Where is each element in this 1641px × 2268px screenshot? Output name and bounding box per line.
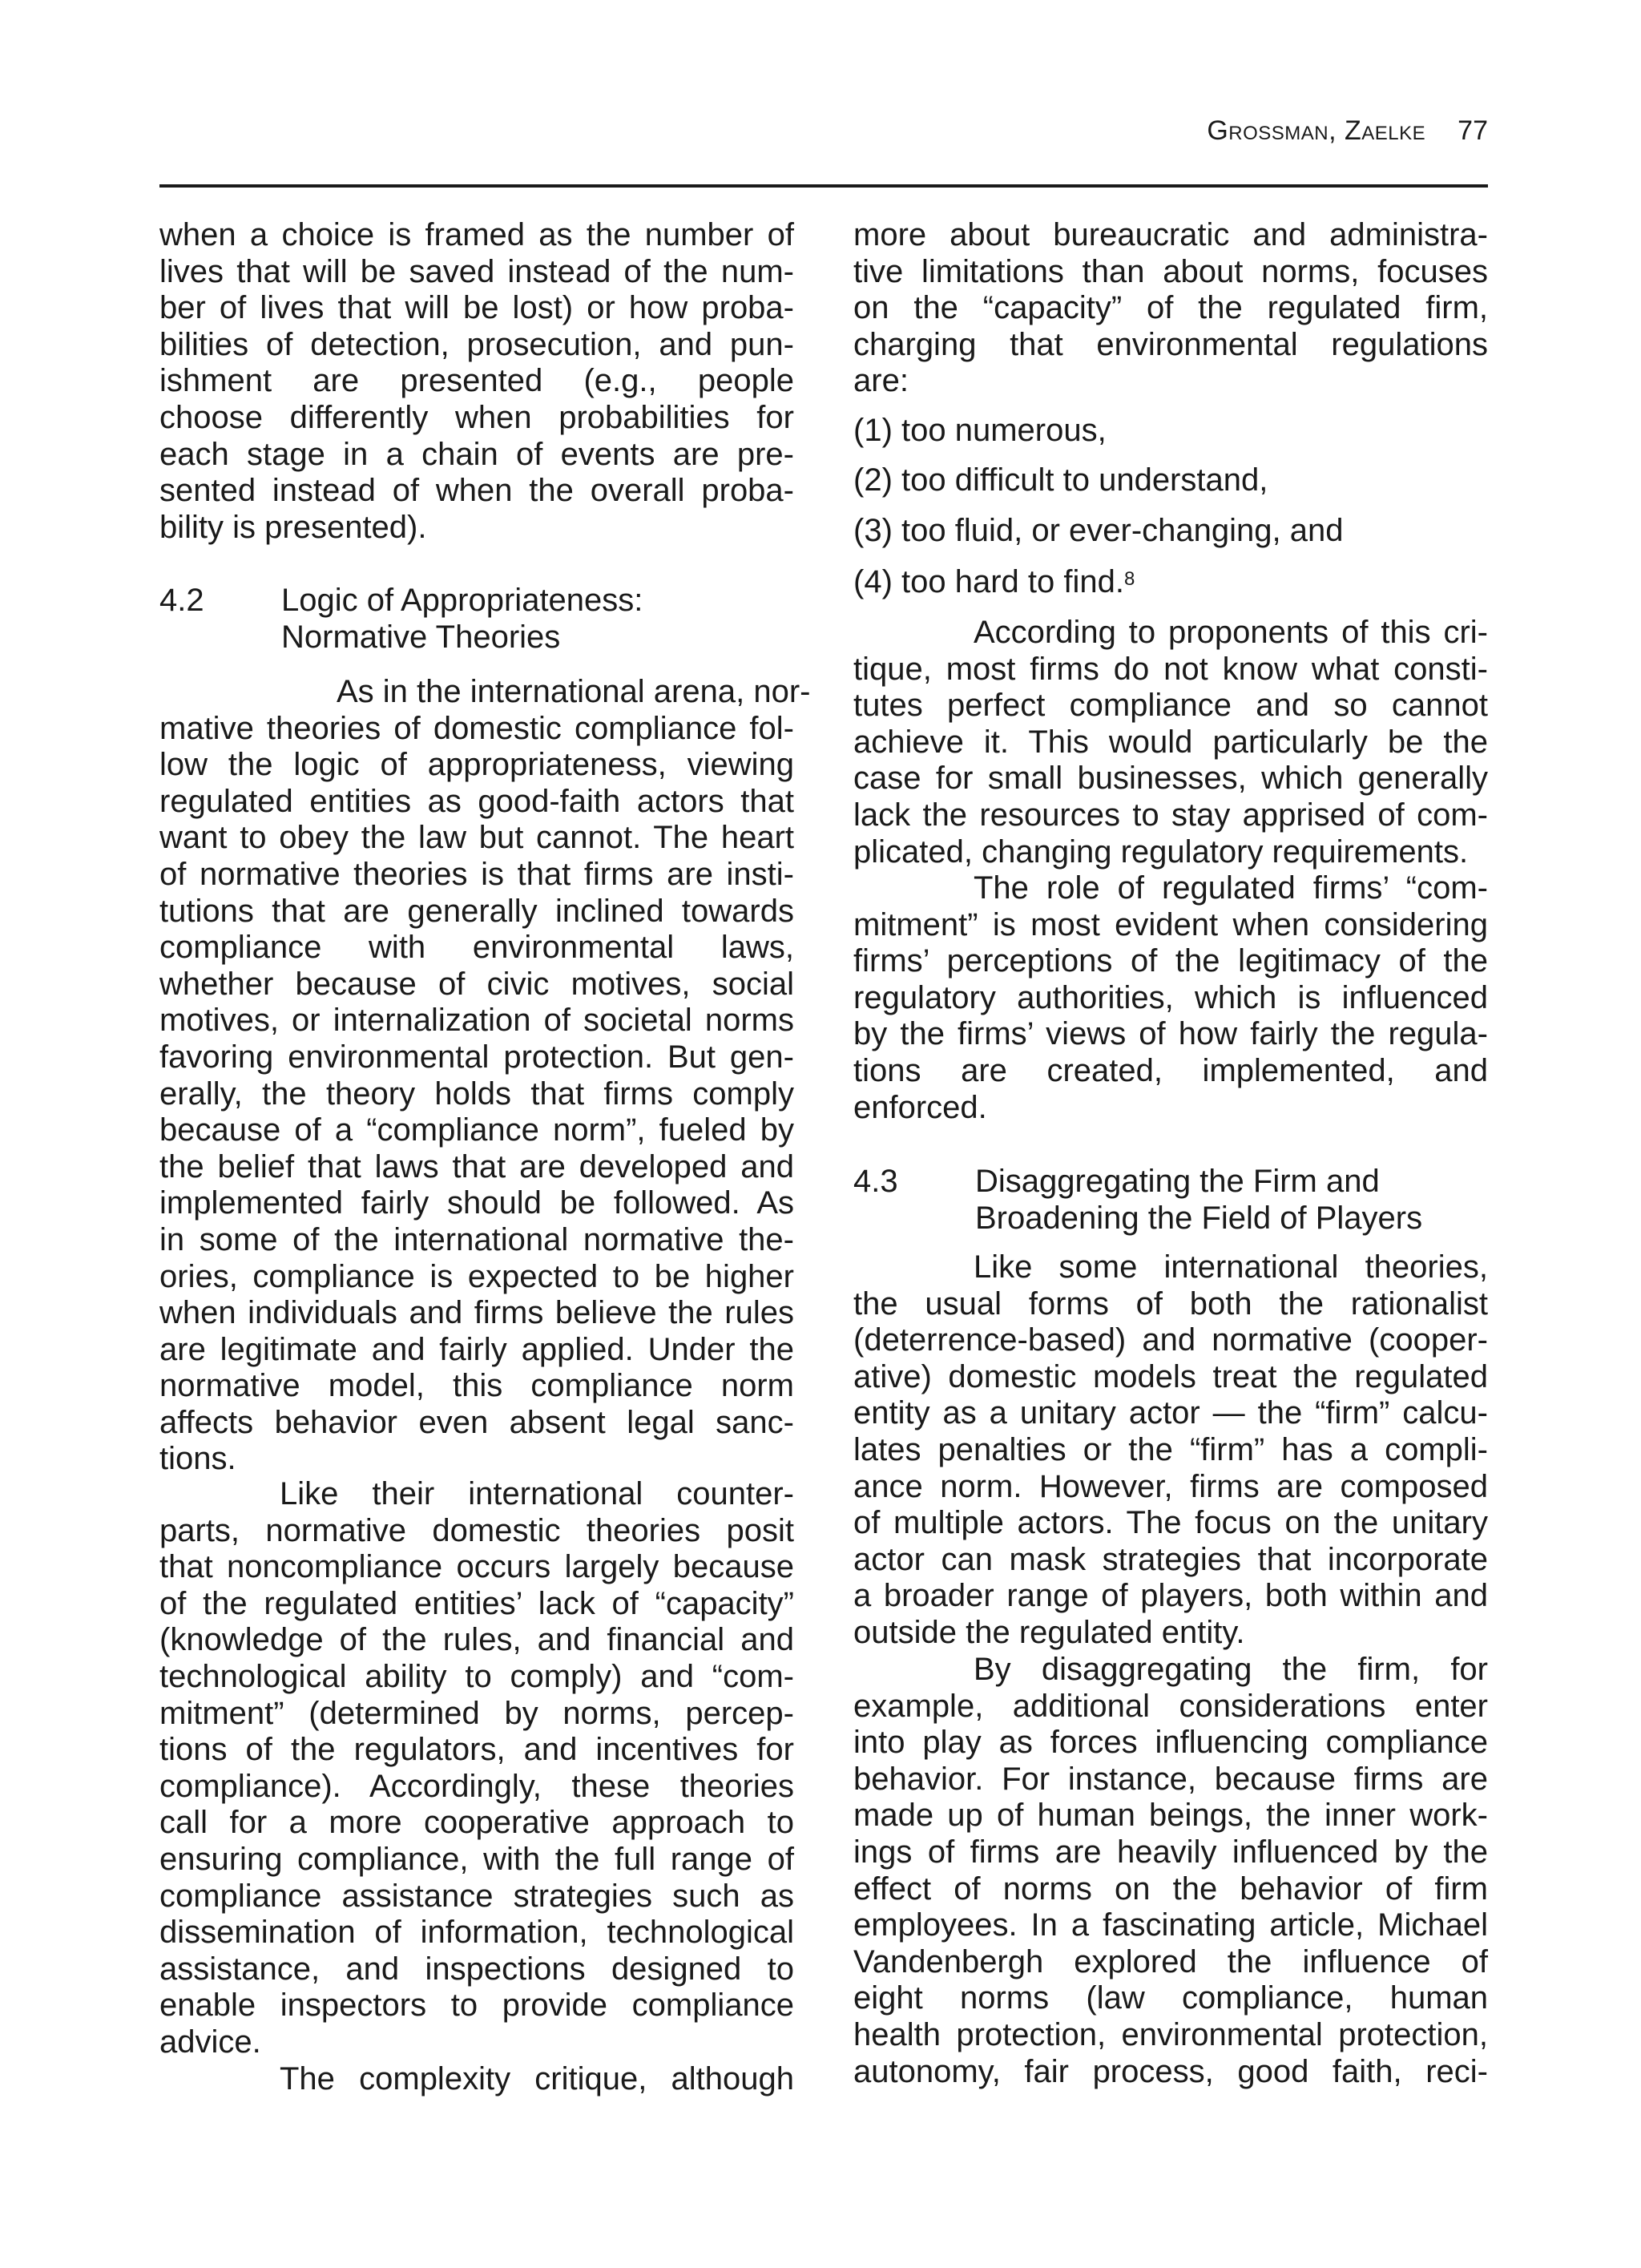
text-line: Like some international theories, <box>974 1249 1488 1285</box>
text-line: plicated, changing regulatory requirements. <box>853 833 1469 870</box>
text-line: bility is presented). <box>159 509 427 545</box>
paragraph <box>159 1476 794 2061</box>
text-line: According to proponents of this cri- <box>974 615 1488 650</box>
text-line: normative model, this compliance norm <box>159 1368 794 1404</box>
text-line: bilities of detection, prosecution, and pun- <box>159 326 794 362</box>
text-line: on the “capacity” of the regulated firm, <box>853 290 1488 326</box>
text-line: choose differently when probabilities for <box>159 399 794 435</box>
text-line: tive limitations than about norms, focuses <box>853 253 1488 289</box>
text-line: of the regulated entities’ lack of “capacity” <box>159 1585 794 1621</box>
text-line: enable inspectors to provide compliance <box>159 1988 794 2024</box>
paragraph <box>853 1249 1488 1652</box>
paragraph <box>853 615 1488 870</box>
paragraph <box>853 1652 1488 2090</box>
paragraph <box>159 217 794 546</box>
text-line: are: <box>853 363 909 399</box>
text-line: By disaggregating the firm, for <box>974 1652 1488 1687</box>
text-line: sented instead of when the overall proba- <box>159 473 794 509</box>
text-line: ings of firms are heavily influenced by the <box>853 1834 1488 1870</box>
text-line: ative) domestic models treat the regulated <box>853 1358 1488 1394</box>
text-line: affects behavior even absent legal sanc- <box>159 1404 794 1440</box>
text-line: into play as forces influencing compliance <box>853 1725 1488 1761</box>
list-item <box>853 462 1268 499</box>
text-line: effect of norms on the behavior of firm <box>853 1870 1488 1907</box>
text-line: (knowledge of the rules, and financial and <box>159 1622 794 1658</box>
paragraph <box>853 870 1488 1126</box>
text-line: actor can mask strategies that incorporate <box>853 1541 1488 1577</box>
text-line: regulated entities as good-faith actors that <box>159 783 794 819</box>
text-line: erally, the theory holds that firms comply <box>159 1075 794 1112</box>
text-line: lates penalties or the “firm” has a compli- <box>853 1431 1488 1467</box>
text-line: achieve it. This would particularly be the <box>853 724 1488 760</box>
text-line: ishment are presented (e.g., people <box>159 363 794 399</box>
text-line: assistance, and inspections designed to <box>159 1951 794 1987</box>
text-line: behavior. For instance, because firms are <box>853 1761 1488 1797</box>
text-line: mitment” (determined by norms, percep- <box>159 1695 794 1731</box>
running-head <box>1207 115 1488 147</box>
text-line: call for a more cooperative approach to <box>159 1805 794 1841</box>
text-line: tions of the regulators, and incentives for <box>159 1732 794 1768</box>
section-title: Broadening the Field of Players <box>975 1200 1423 1236</box>
text-line: The role of regulated firms’ “com- <box>974 870 1488 906</box>
section-title: Normative Theories <box>281 619 561 655</box>
text-line: As in the international arena, nor- <box>337 674 811 709</box>
text-line: the usual forms of both the rationalist <box>853 1285 1488 1322</box>
text-line: parts, normative domestic theories posit <box>159 1512 794 1548</box>
text-line: lack the resources to stay apprised of com- <box>853 797 1488 833</box>
section-title: Disaggregating the Firm and <box>975 1164 1380 1199</box>
text-line: charging that environmental regulations <box>853 326 1488 362</box>
text-line: entity as a unitary actor — the “firm” calcu- <box>853 1395 1488 1431</box>
text-line: enforced. <box>853 1089 987 1125</box>
text-line: mitment” is most evident when considering <box>853 906 1488 942</box>
text-line: ories, compliance is expected to be higher <box>159 1258 794 1294</box>
text-line: the belief that laws that are developed and <box>159 1148 794 1184</box>
text-line: compliance with environmental laws, <box>159 930 794 966</box>
text-line: compliance). Accordingly, these theories <box>159 1768 794 1804</box>
text-line: each stage in a chain of events are pre- <box>159 436 794 472</box>
text-line: outside the regulated entity. <box>853 1614 1245 1650</box>
paragraph <box>159 2061 794 2098</box>
text-line: employees. In a fascinating article, Michael <box>853 1907 1488 1943</box>
text-line: tutions that are generally inclined towards <box>159 893 794 929</box>
text-line: of normative theories is that firms are insti- <box>159 856 794 892</box>
text-line: advice. <box>159 2024 261 2060</box>
text-line: case for small businesses, which generally <box>853 761 1488 797</box>
text-line: are legitimate and fairly applied. Under the <box>159 1331 794 1367</box>
text-line: (deterrence-based) and normative (cooper- <box>853 1322 1488 1358</box>
text-line: made up of human beings, the inner work- <box>853 1798 1488 1834</box>
text-line: example, additional considerations enter <box>853 1688 1488 1724</box>
list-item-text: (1) too numerous, <box>853 413 1107 448</box>
text-line: in some of the international normative the- <box>159 1221 794 1257</box>
section-title: Logic of Appropriateness: <box>281 583 643 618</box>
text-line: a broader range of players, both within and <box>853 1578 1488 1614</box>
text-line: tutes perfect compliance and so cannot <box>853 688 1488 724</box>
paragraph <box>853 217 1488 400</box>
text-line: more about bureaucratic and administra- <box>853 217 1488 252</box>
text-line: that noncompliance occurs largely because <box>159 1549 794 1585</box>
text-line: lives that will be saved instead of the num- <box>159 253 794 289</box>
list-item-text: (4) too hard to find. <box>853 564 1124 599</box>
list-item <box>853 513 1343 550</box>
text-line: ance norm. However, firms are composed <box>853 1468 1488 1504</box>
text-line: eight norms (law compliance, human <box>853 1980 1488 2016</box>
text-line: autonomy, fair process, good faith, reci- <box>853 2053 1488 2089</box>
text-line: whether because of civic motives, social <box>159 966 794 1002</box>
text-line: ensuring compliance, with the full range of <box>159 1841 794 1877</box>
list-item <box>853 413 1107 450</box>
text-line: health protection, environmental protection, <box>853 2016 1488 2052</box>
text-line: tique, most firms do not know what consti- <box>853 651 1488 687</box>
text-line: tions. <box>159 1441 236 1477</box>
text-line: when a choice is framed as the number of <box>159 217 794 252</box>
text-line: when individuals and firms believe the rules <box>159 1295 794 1331</box>
footnote-reference[interactable]: 8 <box>1123 568 1135 590</box>
text-line: Like their international counter- <box>280 1476 794 1511</box>
page-number: 77 <box>1458 115 1488 146</box>
list-item-text: (2) too difficult to understand, <box>853 462 1268 498</box>
section-number: 4.2 <box>159 583 204 618</box>
text-line: motives, or internalization of societal norms <box>159 1003 794 1039</box>
section-number: 4.3 <box>853 1164 898 1199</box>
text-line: The complexity critique, although <box>280 2061 794 2096</box>
paragraph <box>159 674 811 1478</box>
header-rule <box>159 184 1488 188</box>
text-line: firms’ perceptions of the legitimacy of the <box>853 943 1488 979</box>
text-line: tions are created, implemented, and <box>853 1052 1488 1088</box>
list-item-text: (3) too fluid, or ever-changing, and <box>853 513 1344 548</box>
text-line: because of a “compliance norm”, fueled by <box>159 1112 794 1148</box>
text-line: ber of lives that will be lost) or how proba- <box>159 290 794 326</box>
running-head-author: Grossman, Zaelke <box>1207 115 1426 146</box>
list-item <box>853 564 1135 601</box>
text-line: want to obey the law but cannot. The heart <box>159 820 794 856</box>
text-line: Vandenbergh explored the influence of <box>853 1943 1488 1979</box>
text-line: favoring environmental protection. But gen- <box>159 1039 794 1075</box>
text-line: of multiple actors. The focus on the unitary <box>853 1505 1488 1541</box>
text-line: compliance assistance strategies such as <box>159 1878 794 1914</box>
text-line: low the logic of appropriateness, viewing <box>159 747 794 783</box>
text-line: dissemination of information, technological <box>159 1915 794 1951</box>
text-line: implemented fairly should be followed. As <box>159 1185 794 1221</box>
text-line: technological ability to comply) and “com- <box>159 1658 794 1694</box>
text-line: regulatory authorities, which is influenced <box>853 979 1488 1015</box>
text-line: by the firms’ views of how fairly the regula- <box>853 1016 1488 1052</box>
text-line: mative theories of domestic compliance fol- <box>159 710 794 746</box>
